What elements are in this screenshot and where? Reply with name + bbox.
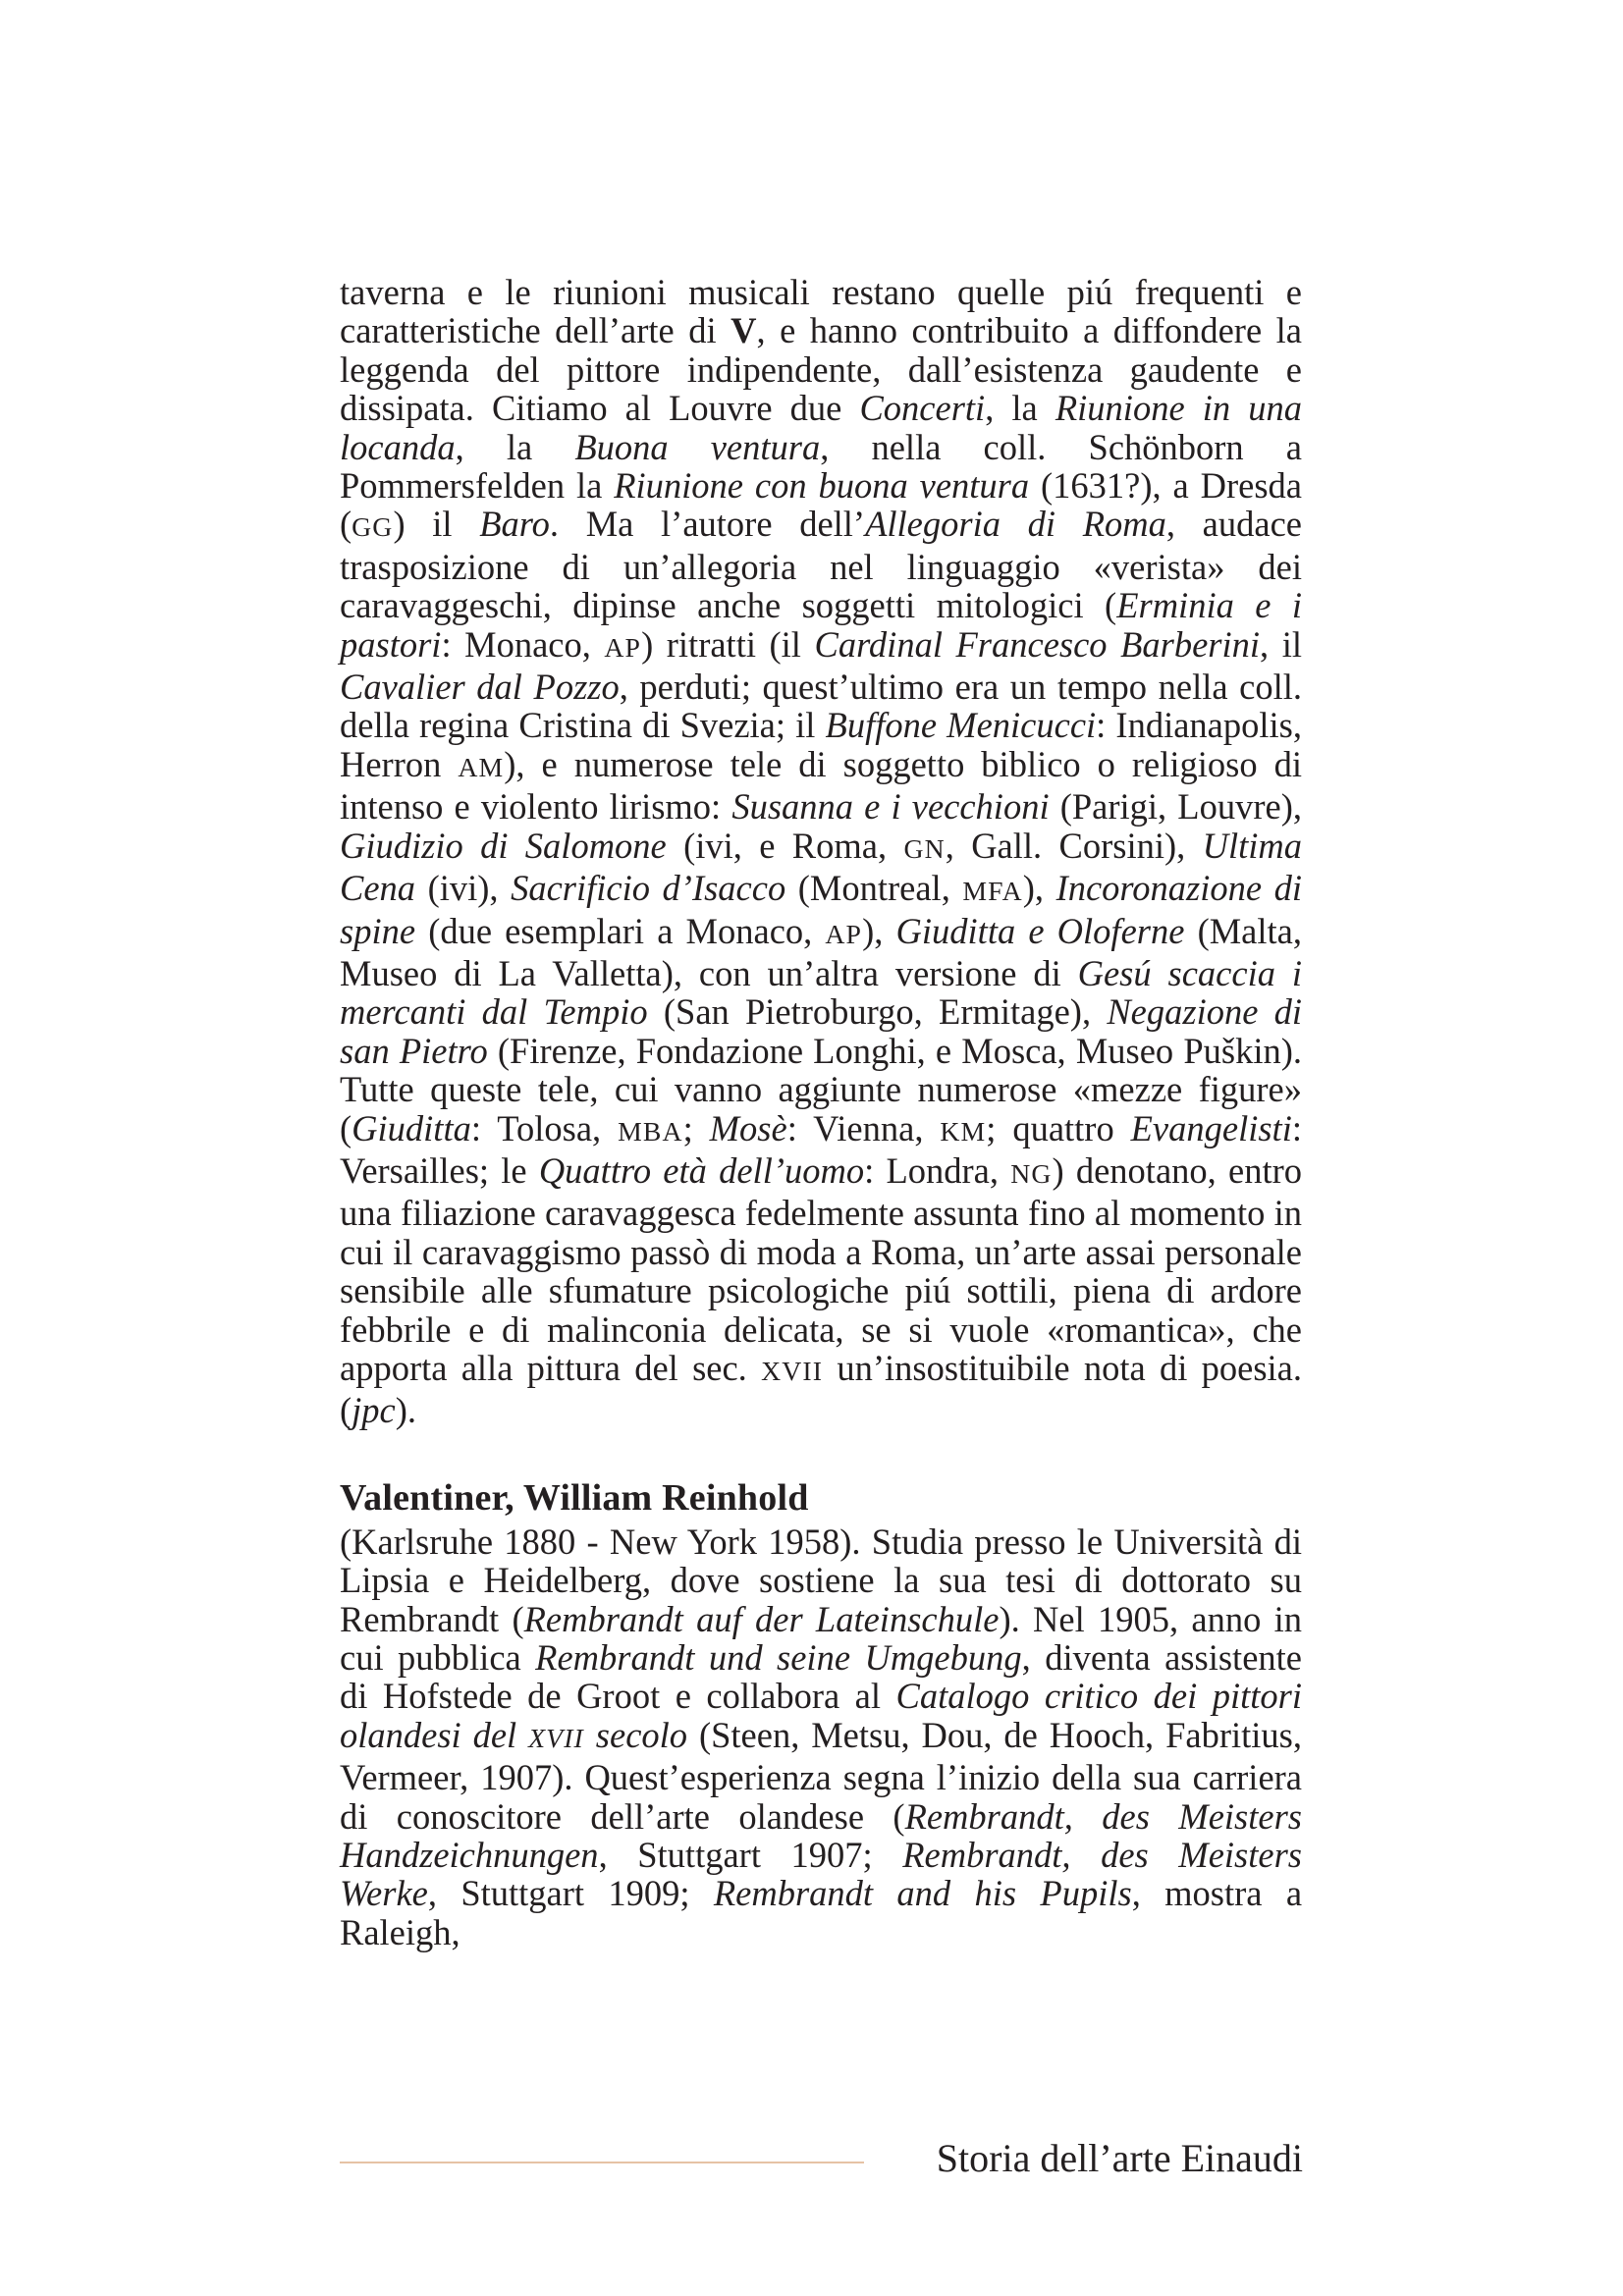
italic-title-run: Buffone Menicucci [825, 705, 1097, 746]
italic-title-run: Rembrandt und seine Umgebung [535, 1637, 1022, 1678]
bold-run: V [730, 310, 757, 351]
text-run: , il [1260, 623, 1302, 665]
italic-title-run: secolo [583, 1714, 688, 1755]
italic-title-run: Sacrificio d’Isacco [511, 868, 786, 909]
text-run: , perduti; quest’ultimo era un tempo nella coll. della regina Cristina di Svezia; il [340, 667, 1303, 746]
italic-title-run: Rembrandt, des Meisters Handzeichnungen [340, 1795, 1302, 1876]
text-run: (ivi), [415, 868, 512, 909]
italic-title-run: Concerti [859, 388, 986, 429]
italic-title-run: Evangelisti [1130, 1107, 1292, 1148]
text-run: . Ma l’autore dell’ [549, 504, 866, 545]
italic-title-run: Giudizio di Salomone [340, 825, 667, 866]
text-run: (Firenze, Fondazione Longhi, e Mosca, Museo Puškin). Tutte queste tele, cui vanno aggiunte numerose «mezze figure» ( [340, 1030, 1302, 1148]
italic-title-run: Riunione in una locanda [340, 388, 1303, 467]
italic-title-run: Buona ventura [574, 426, 821, 467]
italic-title-run: Mosè [709, 1107, 787, 1148]
italic-title-run: Quattro età dell’uomo [538, 1149, 865, 1191]
text-run: : Vienna, [786, 1107, 941, 1148]
text-run: , la [455, 426, 575, 467]
text-run: (Karlsruhe 1880 - New York 1958). Studia presso le Università di Lipsia e Heidelberg, dove sostiene la sua tesi di dottorato su Rembrandt ( [340, 1521, 1302, 1639]
text-run: ), [1022, 868, 1056, 909]
text-run: ). [395, 1390, 417, 1431]
text-run: (San Pietroburgo, Ermitage), [647, 991, 1108, 1033]
footer-rule [340, 2162, 864, 2163]
text-run: (ivi, e Roma, [666, 825, 904, 866]
text-run: (Steen, Metsu, Dou, de Hooch, Fabritius, Vermeer, 1907). Quest’esperienza segna l’inizio della sua carriera di conoscitore dell’arte olandese ( [340, 1714, 1302, 1837]
italic-title-run: Erminia e i pastori [340, 585, 1302, 665]
text-run: , Stuttgart 1909; [427, 1873, 714, 1914]
italic-title-run: Ultima Cena [340, 825, 1303, 909]
entry-valentiner-paragraph [340, 1522, 1302, 1951]
text-run: , la [985, 388, 1055, 429]
italic-title-run: Susanna e i vecchioni [731, 786, 1050, 828]
italic-title-run: Baro [479, 504, 550, 545]
text-run: , audace trasposizione di un’allegoria nel linguaggio «verista» dei caravaggeschi, dipinse anche soggetti mitologici ( [340, 504, 1302, 626]
text-run: , mostra a Raleigh, [340, 1873, 1303, 1952]
text-run: ) denotano, entro una filiazione caravaggesca fedelmente assunta fino al momento in cui il caravaggismo passò di moda a Roma, un’arte assai personale sensibile alle sfumature psicologiche piú sottili, piena di ardore febbrile e di malinconia delicata, se si vuole «romantica», che apporta alla pittura del sec. [340, 1149, 1302, 1388]
italic-title-run: Incoronazione di spine [340, 868, 1303, 951]
small-caps-run: XVII [761, 1356, 824, 1387]
italic-title-run: Rembrandt auf der Lateinschule [523, 1598, 1000, 1639]
small-caps-run: KM [940, 1116, 987, 1148]
italic-title-run: Gesú scaccia i mercanti dal Tempio [340, 952, 1302, 1033]
page-body [340, 273, 1302, 1951]
text-run: ) ritratti (il [641, 623, 815, 665]
text-run: ) il [393, 504, 480, 545]
italic-title-run: Rembrandt and his Pupils [713, 1873, 1132, 1914]
small-caps-run: AP [825, 919, 863, 950]
italic-title-run: Rembrandt, des Meisters Werke [340, 1835, 1303, 1914]
text-run: ; [682, 1107, 710, 1148]
text-run: (Montreal, [785, 868, 963, 909]
text-run: , Stuttgart 1907; [598, 1835, 903, 1876]
small-caps-run: AM [458, 752, 505, 783]
text-run: ), e numerose tele di soggetto biblico o religioso di intenso e violento lirismo: [340, 743, 1302, 828]
entry-heading: Valentiner, William Reinhold [340, 1476, 809, 1519]
text-run: ; quattro [986, 1107, 1131, 1148]
italic-title-run: Catalogo critico dei pittori olandesi del [340, 1676, 1302, 1755]
text-run: , e hanno contribuito a diffondere la leggenda del pittore indipendente, dall’esistenza gaudente e dissipata. Citiamo al Louvre due [340, 310, 1302, 429]
small-caps-run: GG [352, 512, 394, 544]
italic-title-run: XVII [528, 1723, 584, 1754]
text-run: (due esemplari a Monaco, [415, 910, 826, 951]
text-run: : Indianapolis, Herron [340, 705, 1302, 784]
italic-title-run: Negazione di san Pietro [340, 991, 1303, 1071]
entry-v-paragraph [340, 273, 1302, 1430]
italic-title-run: Cardinal Francesco Barberini [814, 623, 1261, 665]
text-run: (Parigi, Louvre), [1049, 786, 1302, 828]
text-run: : Monaco, [441, 623, 605, 665]
italic-title-run: Giuditta [352, 1107, 471, 1148]
italic-title-run: Riunione con buona ventura [614, 465, 1030, 507]
text-run: taverna e le riunioni musicali restano quelle piú frequenti e caratteristiche dell’arte di [340, 272, 1302, 351]
small-caps-run: MBA [618, 1116, 683, 1148]
small-caps-run: GN [903, 833, 946, 865]
text-run: (1631?), a Dresda ( [340, 465, 1302, 545]
italic-title-run: Giuditta e Oloferne [895, 910, 1185, 951]
text-run: , Gall. Corsini), [945, 825, 1203, 866]
footer-label: Storia dell’arte Einaudi [936, 2136, 1303, 2180]
text-run: ). Nel 1905, anno in cui pubblica [340, 1598, 1302, 1678]
text-run: ), [862, 910, 896, 951]
text-run: (Malta, Museo di La Valletta), con un’altra versione di [340, 910, 1302, 993]
text-run: : Versailles; le [340, 1107, 1302, 1191]
italic-title-run: Cavalier dal Pozzo [340, 667, 620, 708]
small-caps-run: NG [1010, 1158, 1053, 1190]
italic-title-run: Allegoria di Roma [865, 504, 1166, 545]
text-run: : Tolosa, [470, 1107, 619, 1148]
small-caps-run: AP [604, 632, 642, 664]
small-caps-run: MFA [962, 877, 1023, 908]
text-run: , nella coll. Schönborn a Pommersfelden la [340, 426, 1302, 507]
text-run: : Londra, [864, 1149, 1011, 1191]
text-run: , diventa assistente di Hofstede de Groot e collabora al [340, 1637, 1302, 1717]
italic-title-run: jpc [352, 1390, 396, 1431]
text-run: un’insostituibile nota di poesia. ( [340, 1347, 1302, 1431]
